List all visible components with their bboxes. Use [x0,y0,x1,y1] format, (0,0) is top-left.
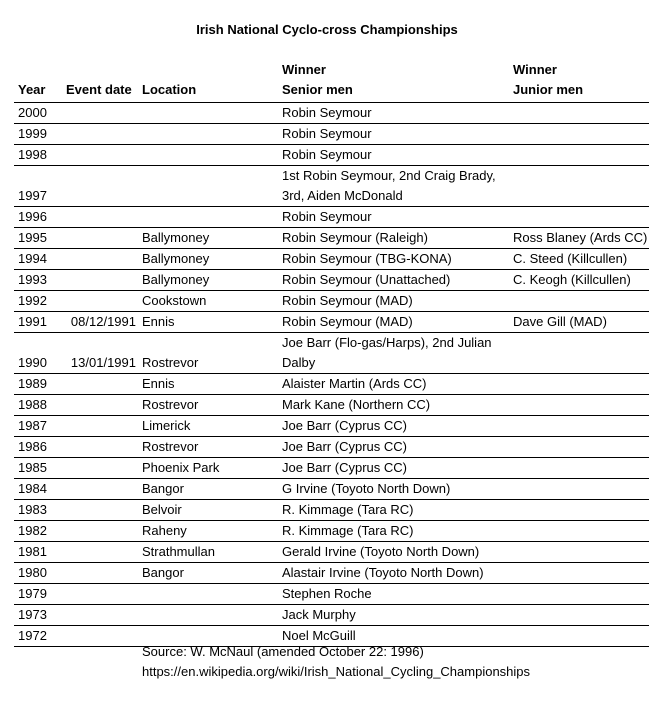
cell-event-date [62,479,138,500]
cell-event-date [62,249,138,270]
cell-junior-winner [509,416,649,437]
table-row [14,166,649,207]
cell-junior-winner: C. Steed (Killcullen) [509,249,649,270]
cell-year: 1991 [14,312,62,333]
cell-event-date [62,563,138,584]
table-row [14,374,649,395]
cell-event-date [62,437,138,458]
header-junior-men [509,60,649,103]
cell-year: 1995 [14,228,62,249]
cell-event-date [62,584,138,605]
cell-year: 1999 [14,124,62,145]
cell-year: 1993 [14,270,62,291]
cell-location: Rostrevor [138,395,278,416]
table-row [14,312,649,333]
cell-location: Belvoir [138,500,278,521]
cell-year: 1997 [14,166,62,207]
cell-event-date [62,166,138,207]
cell-senior-winner: Robin Seymour [278,207,509,228]
cell-senior-winner: R. Kimmage (Tara RC) [278,500,509,521]
cell-event-date [62,395,138,416]
cell-senior-winner: Alastair Irvine (Toyoto North Down) [278,563,509,584]
cell-senior-winner: Joe Barr (Cyprus CC) [278,416,509,437]
cell-event-date [62,207,138,228]
table-row [14,291,649,312]
cell-location: Phoenix Park [138,458,278,479]
cell-junior-winner [509,291,649,312]
cell-junior-winner: Dave Gill (MAD) [509,312,649,333]
cell-event-date [62,228,138,249]
cell-location: Rostrevor [138,437,278,458]
cell-junior-winner [509,207,649,228]
header-junior-top: Winner [513,62,557,77]
cell-event-date [62,124,138,145]
cell-senior-winner: Mark Kane (Northern CC) [278,395,509,416]
cell-senior-winner: Robin Seymour (TBG-KONA) [278,249,509,270]
cell-location: Ballymoney [138,249,278,270]
cell-senior-winner: Joe Barr (Cyprus CC) [278,437,509,458]
table-row [14,500,649,521]
cell-senior-winner: G Irvine (Toyoto North Down) [278,479,509,500]
cell-event-date [62,103,138,124]
cell-senior-winner: Robin Seymour [278,103,509,124]
header-senior-bottom: Senior men [282,82,353,97]
header-location: Location [138,60,278,103]
cell-event-date [62,626,138,647]
cell-year: 1988 [14,395,62,416]
cell-location [138,103,278,124]
table-row [14,584,649,605]
cell-year: 1984 [14,479,62,500]
table-row [14,249,649,270]
cell-junior-winner: C. Keogh (Killcullen) [509,270,649,291]
cell-senior-winner: Stephen Roche [278,584,509,605]
cell-senior-winner: Robin Seymour (MAD) [278,291,509,312]
cell-senior-winner: Robin Seymour [278,124,509,145]
cell-junior-winner [509,103,649,124]
cell-event-date [62,521,138,542]
cell-junior-winner [509,584,649,605]
cell-event-date [62,500,138,521]
cell-location: Rostrevor [138,333,278,374]
cell-location: Raheny [138,521,278,542]
cell-junior-winner [509,374,649,395]
cell-year: 1986 [14,437,62,458]
cell-senior-winner: 1st Robin Seymour, 2nd Craig Brady, 3rd, Aiden McDonald [278,166,509,207]
header-junior-bottom: Junior men [513,82,584,97]
table-row [14,270,649,291]
cell-location: Ballymoney [138,228,278,249]
cell-senior-winner: Robin Seymour (MAD) [278,312,509,333]
cell-event-date [62,605,138,626]
championships-table [14,60,649,647]
cell-junior-winner [509,437,649,458]
cell-year: 1996 [14,207,62,228]
cell-location: Strathmullan [138,542,278,563]
cell-year: 1973 [14,605,62,626]
cell-junior-winner [509,479,649,500]
cell-location [138,605,278,626]
cell-senior-winner: Robin Seymour [278,145,509,166]
cell-junior-winner [509,521,649,542]
header-senior-top: Winner [282,62,326,77]
cell-senior-winner: Jack Murphy [278,605,509,626]
cell-senior-winner: R. Kimmage (Tara RC) [278,521,509,542]
header-event-date: Event date [62,60,138,103]
cell-location [138,145,278,166]
table-row [14,479,649,500]
cell-senior-winner: Robin Seymour (Raleigh) [278,228,509,249]
table-title: Irish National Cyclo-cross Championships [196,22,458,37]
cell-senior-winner: Gerald Irvine (Toyoto North Down) [278,542,509,563]
source-note [142,642,530,682]
table-body [14,103,649,647]
cell-location: Ballymoney [138,270,278,291]
cell-event-date [62,145,138,166]
table-row [14,563,649,584]
cell-year: 1985 [14,458,62,479]
cell-junior-winner [509,124,649,145]
cell-year: 2000 [14,103,62,124]
cell-location [138,166,278,207]
cell-event-date [62,270,138,291]
table-row [14,437,649,458]
source-url: https://en.wikipedia.org/wiki/Irish_National_Cycling_Championships [142,664,531,679]
cell-junior-winner [509,145,649,166]
cell-event-date [62,542,138,563]
cell-year: 1983 [14,500,62,521]
cell-year: 1982 [14,521,62,542]
cell-location [138,584,278,605]
cell-event-date [62,458,138,479]
cell-senior-winner: Joe Barr (Cyprus CC) [278,458,509,479]
cell-year: 1972 [14,626,62,647]
header-year: Year [14,60,62,103]
table-row [14,103,649,124]
cell-senior-winner: Alaister Martin (Ards CC) [278,374,509,395]
cell-junior-winner [509,333,649,374]
cell-location [138,124,278,145]
cell-location: Ennis [138,312,278,333]
table-row [14,124,649,145]
cell-location: Cookstown [138,291,278,312]
cell-location: Ennis [138,374,278,395]
cell-junior-winner [509,395,649,416]
table-row [14,521,649,542]
cell-junior-winner: Ross Blaney (Ards CC) [509,228,649,249]
cell-location: Bangor [138,479,278,500]
cell-junior-winner [509,563,649,584]
cell-location: Bangor [138,563,278,584]
cell-year: 1989 [14,374,62,395]
cell-year: 1998 [14,145,62,166]
cell-event-date [62,374,138,395]
cell-year: 1994 [14,249,62,270]
cell-event-date [62,291,138,312]
cell-year: 1981 [14,542,62,563]
source-credit: Source: W. McNaul (amended October 22: 1996) [142,644,424,659]
cell-junior-winner [509,542,649,563]
cell-senior-winner: Noel McGuill [278,626,509,647]
table-row [14,333,649,374]
cell-junior-winner [509,500,649,521]
header-senior-men [278,60,509,103]
header-row [14,60,649,103]
cell-event-date [62,416,138,437]
table-row [14,207,649,228]
cell-junior-winner [509,458,649,479]
cell-year: 1987 [14,416,62,437]
cell-junior-winner [509,166,649,207]
cell-senior-winner: Robin Seymour (Unattached) [278,270,509,291]
cell-event-date: 13/01/1991 [62,333,138,374]
table-row [14,145,649,166]
cell-location: Limerick [138,416,278,437]
table-row [14,458,649,479]
cell-location [138,207,278,228]
cell-senior-winner: Joe Barr (Flo-gas/Harps), 2nd Julian Dalby [278,333,509,374]
cell-year: 1992 [14,291,62,312]
cell-event-date: 08/12/1991 [62,312,138,333]
table-row [14,542,649,563]
table-row [14,228,649,249]
table-row [14,395,649,416]
cell-year: 1990 [14,333,62,374]
table-row [14,605,649,626]
cell-year: 1979 [14,584,62,605]
cell-year: 1980 [14,563,62,584]
table-row [14,416,649,437]
cell-junior-winner [509,605,649,626]
